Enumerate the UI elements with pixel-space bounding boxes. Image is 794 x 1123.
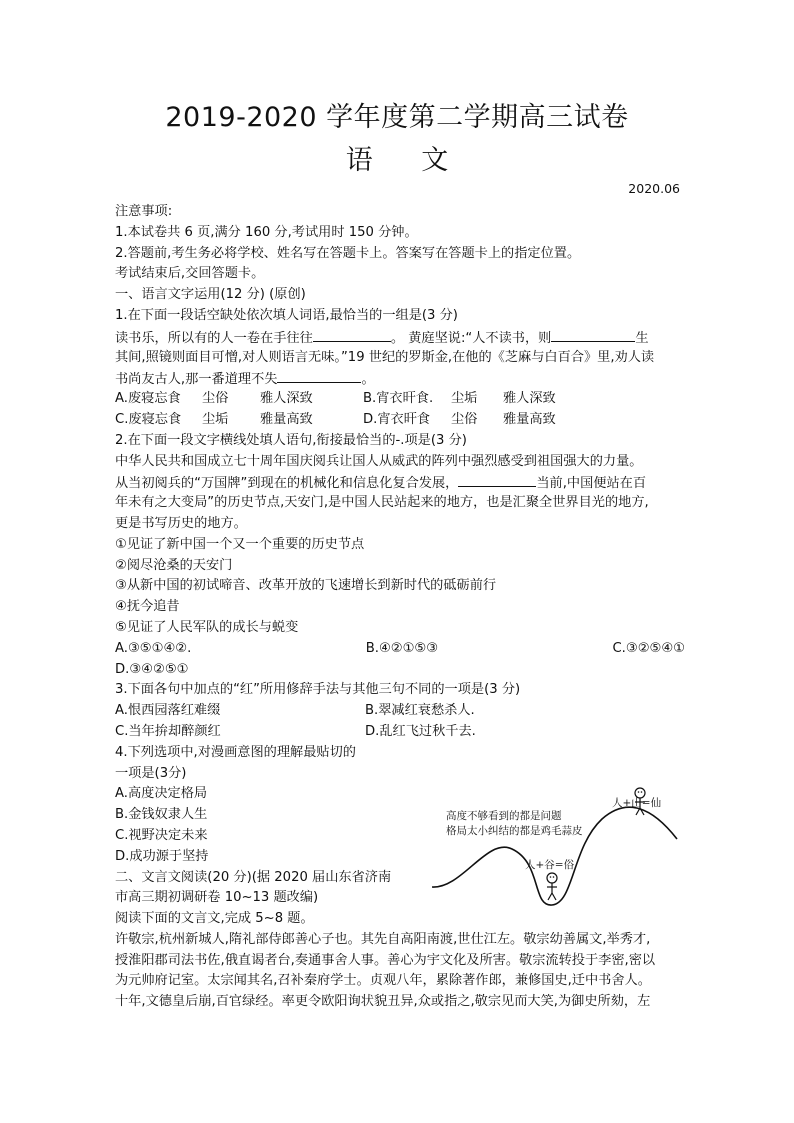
- q1-options-row-2: [115, 410, 685, 431]
- section2-heading: 二、文言文阅读(20 分)(据 2020 届山东省济南: [115, 869, 392, 885]
- q1-option-a: A.废寝忘食: [115, 391, 181, 407]
- q1-option-c-2: 尘垢: [202, 411, 229, 427]
- q1-text-a: 读书乐，所以有的人一卷在手往往: [115, 330, 313, 346]
- q3-stem: 3.下面各句中加点的“红”所用修辞手法与其他三句不同的一项是(3 分): [115, 682, 521, 698]
- q2-text-b: 当前,中国便站在百: [536, 476, 647, 492]
- q2-text-a: 从当初阅兵的“万国牌”到现在的机械化和信息化复合发展，: [115, 476, 459, 492]
- q1-text-e: 。: [361, 372, 375, 388]
- q1-passage-line-1: [115, 327, 685, 348]
- q2-option-c: C.③②⑤④①: [612, 640, 685, 656]
- subject-char-2: 文: [421, 145, 449, 176]
- q1-option-a-2: 尘俗: [202, 391, 229, 407]
- q1-passage-line-2: 其间,照镜则面目可憎,对人则语言无味。”19 世纪的罗斯金,在他的《芝麻与白百合》里,劝人读: [115, 349, 655, 365]
- q1-passage-line-3: [115, 368, 685, 389]
- q2-passage-line-2: [115, 472, 685, 493]
- section2-heading-cont: 市高三期初调研卷 10~13 题改编): [115, 890, 319, 906]
- exam-title: 2019-2020 学年度第二学期高三试卷: [165, 102, 629, 133]
- q1-option-d-3: 雅量高致: [503, 411, 556, 427]
- section1-heading: 一、语言文字运用(12 分) (原创): [115, 287, 306, 303]
- section2-instruction: 阅读下面的文言文,完成 5~8 题。: [115, 911, 314, 927]
- q1-option-c: C.废寝忘食: [115, 411, 182, 427]
- notes-item-1: 1.本试卷共 6 页,满分 160 分,考试用时 150 分钟。: [115, 224, 418, 240]
- classical-text-line-4: 十年,文德皇后崩,百官绿经。率更令欧阳询状貌丑异,众或指之,敬宗见而大笑,为御史所劾，左: [115, 994, 651, 1010]
- subject-char-1: 语: [345, 145, 373, 176]
- cartoon-caption-2: 格局太小纠结的都是鸡毛蒜皮: [446, 825, 583, 837]
- classical-text-line-1: 许敬宗,杭州新城人,隋礼部侍郎善心子也。其先自高阳南渡,世仕江左。敬宗幼善属文,举秀才,: [115, 931, 651, 947]
- q2-stem: 2.在下面一段文字横线处填人语句,衔接最恰当的-.项是(3 分): [115, 432, 467, 448]
- q2-passage-line-4: 更是书写历史的地方。: [115, 515, 247, 531]
- notes-item-2: 2.答题前,考生务必将学校、姓名写在答题卡上。答案写在答题卡上的指定位置。: [115, 245, 581, 261]
- q1-text-d: 书尚友古人,那一番道理不失: [115, 372, 278, 388]
- q3-option-b: B.翠减红衰愁杀人.: [365, 703, 475, 719]
- q1-option-a-3: 雅人深致: [260, 391, 313, 407]
- q1-text-b: 。 黄庭坚说:“人不读书，则: [390, 330, 552, 346]
- q4-option-d: D.成功源于坚持: [115, 848, 209, 864]
- q1-option-d-2: 尘俗: [451, 411, 478, 427]
- subject-title: [0, 143, 794, 179]
- q1-option-d: D.宵衣旰食: [363, 411, 431, 427]
- exam-date: 2020.06: [628, 181, 680, 196]
- q2-sentence-5: ⑤见证了人民军队的成长与蜕变: [115, 619, 299, 635]
- q2-blank: [458, 472, 536, 487]
- q3-options-row-2: [115, 722, 685, 743]
- q1-option-b-2: 尘垢: [451, 391, 478, 407]
- q2-passage-line-3: 年未有之大变局”的历史节点,天安门,是中国人民站起来的地方，也是汇聚全世界目光的地方,: [115, 495, 649, 511]
- notes-heading: 注意事项:: [115, 204, 173, 219]
- q2-option-d: D.③④②⑤①: [115, 661, 189, 677]
- q2-option-a: A.③⑤①④②.: [115, 640, 192, 656]
- q1-options-row-1: [115, 389, 685, 410]
- cartoon-illustration: [432, 777, 682, 907]
- q1-option-c-3: 雅量高致: [260, 411, 313, 427]
- q1-blank-1: [313, 327, 391, 342]
- q2-passage-line-1: 中华人民共和国成立七十周年国庆阅兵让国人从威武的阵列中强烈感受到祖国强大的力量。: [115, 453, 643, 469]
- q4-stem-line-2: 一项是(3分): [115, 765, 187, 781]
- q2-sentence-4: ④抚今追昔: [115, 599, 180, 615]
- cartoon-caption-1: 高度不够看到的都是问题: [446, 810, 562, 822]
- q3-option-d: D.乱红飞过秋千去.: [365, 723, 476, 739]
- q2-sentence-2: ②阅尽沧桑的天安门: [115, 557, 233, 573]
- q4-stem-line-1: 4.下列选项中,对漫画意图的理解最贴切的: [115, 744, 356, 760]
- q2-option-b: B.④②①⑤③: [365, 640, 439, 656]
- q1-text-c: 生: [635, 330, 649, 346]
- cartoon-label-bottom: 人+谷=俗: [525, 859, 575, 871]
- bottom-figure: [547, 873, 557, 900]
- q2-options-row: [115, 639, 685, 660]
- classical-text-line-3: 为元帅府记室。太宗闻其名,召补秦府学士。贞观八年，累除著作郎，兼修国史,迁中书舍人。: [115, 973, 651, 989]
- q3-options-row-1: [115, 701, 685, 722]
- q4-option-c: C.视野决定未来: [115, 827, 208, 843]
- q1-option-b-3: 雅人深致: [503, 391, 556, 407]
- notes-item-3: 考试结束后,交回答题卡。: [115, 266, 265, 282]
- cartoon-label-top: 人+山=仙: [612, 797, 662, 809]
- q4-option-a: A.高度决定格局: [115, 786, 208, 802]
- q1-blank-3: [277, 368, 361, 383]
- q1-option-b: B.宵衣旰食.: [363, 391, 434, 407]
- q1-stem: 1.在下面一段话空缺处依次填人词语,最恰当的一组是(3 分): [115, 307, 458, 323]
- q4-option-b: B.金钱奴隶人生: [115, 807, 208, 823]
- q3-option-c: C.当年拚却醉颜红: [115, 723, 221, 739]
- q1-blank-2: [551, 327, 635, 342]
- q2-sentence-3: ③从新中国的初试啼音、改革开放的飞速增长到新时代的砥砺前行: [115, 578, 497, 594]
- q3-option-a: A.恨西园落红难缀: [115, 703, 221, 719]
- q2-sentence-1: ①见证了新中国一个又一个重要的历史节点: [115, 536, 365, 552]
- classical-text-line-2: 授淮阳郡司法书佐,俄直谒者台,奏通事舍人事。善心为宇文化及所害。敬宗流转投于李密,密以: [115, 952, 656, 968]
